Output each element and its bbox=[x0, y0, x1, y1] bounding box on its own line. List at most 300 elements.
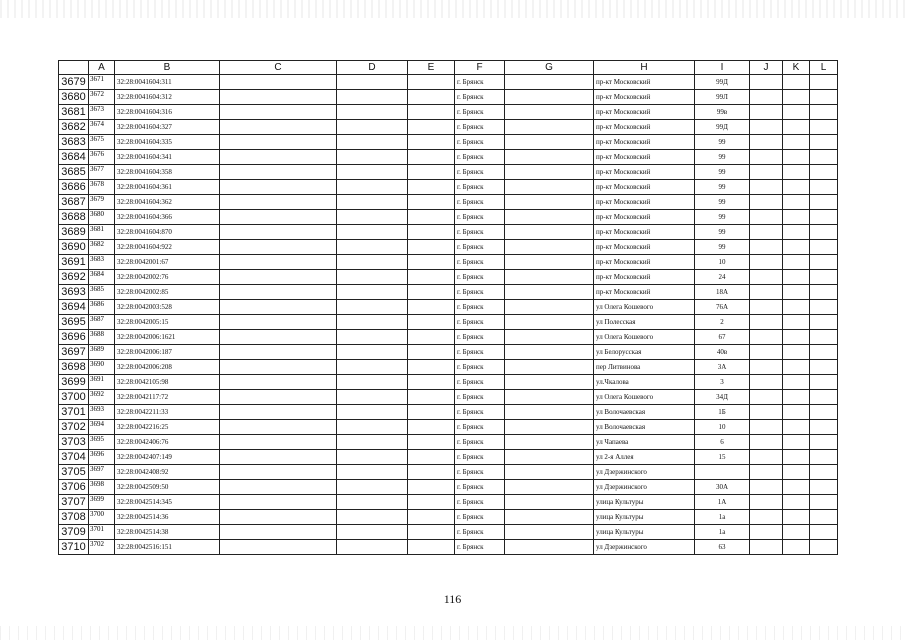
cell-j[interactable] bbox=[750, 450, 783, 465]
cell-e[interactable] bbox=[408, 525, 455, 540]
cell-d[interactable] bbox=[337, 420, 408, 435]
cell-c[interactable] bbox=[220, 360, 337, 375]
cell-c[interactable] bbox=[220, 135, 337, 150]
cell-g[interactable] bbox=[505, 255, 594, 270]
cell-g[interactable] bbox=[505, 210, 594, 225]
cell-g[interactable] bbox=[505, 135, 594, 150]
cell-f[interactable]: г. Брянск bbox=[455, 210, 505, 225]
cell-k[interactable] bbox=[783, 285, 810, 300]
cell-b[interactable]: 32:28:0042006:208 bbox=[115, 360, 220, 375]
row-header[interactable]: 3689 bbox=[59, 225, 89, 240]
row-header[interactable]: 3684 bbox=[59, 150, 89, 165]
cell-e[interactable] bbox=[408, 135, 455, 150]
cell-f[interactable]: г. Брянск bbox=[455, 465, 505, 480]
cell-c[interactable] bbox=[220, 195, 337, 210]
cell-k[interactable] bbox=[783, 315, 810, 330]
cell-d[interactable] bbox=[337, 315, 408, 330]
cell-h[interactable]: пр-кт Московский bbox=[594, 285, 695, 300]
cell-h[interactable]: пр-кт Московский bbox=[594, 240, 695, 255]
cell-e[interactable] bbox=[408, 360, 455, 375]
cell-l[interactable] bbox=[810, 300, 838, 315]
cell-i[interactable]: 2 bbox=[695, 315, 750, 330]
cell-k[interactable] bbox=[783, 405, 810, 420]
cell-h[interactable]: пр-кт Московский bbox=[594, 225, 695, 240]
cell-a[interactable]: 3672 bbox=[89, 90, 115, 105]
cell-h[interactable]: пр-кт Московский bbox=[594, 90, 695, 105]
cell-b[interactable]: 32:28:0042516:151 bbox=[115, 540, 220, 555]
cell-a[interactable]: 3679 bbox=[89, 195, 115, 210]
cell-g[interactable] bbox=[505, 360, 594, 375]
cell-l[interactable] bbox=[810, 480, 838, 495]
cell-b[interactable]: 32:28:0042105:98 bbox=[115, 375, 220, 390]
cell-k[interactable] bbox=[783, 150, 810, 165]
cell-e[interactable] bbox=[408, 165, 455, 180]
row-header[interactable]: 3690 bbox=[59, 240, 89, 255]
cell-f[interactable]: г. Брянск bbox=[455, 180, 505, 195]
cell-d[interactable] bbox=[337, 180, 408, 195]
cell-b[interactable]: 32:28:0042407:149 bbox=[115, 450, 220, 465]
cell-l[interactable] bbox=[810, 360, 838, 375]
cell-i[interactable]: 99Л bbox=[695, 90, 750, 105]
cell-l[interactable] bbox=[810, 450, 838, 465]
cell-g[interactable] bbox=[505, 195, 594, 210]
cell-l[interactable] bbox=[810, 285, 838, 300]
cell-f[interactable]: г. Брянск bbox=[455, 75, 505, 90]
cell-h[interactable]: ул 2-я Аллея bbox=[594, 450, 695, 465]
cell-b[interactable]: 32:28:0041604:361 bbox=[115, 180, 220, 195]
cell-i[interactable]: 76А bbox=[695, 300, 750, 315]
cell-k[interactable] bbox=[783, 105, 810, 120]
cell-k[interactable] bbox=[783, 345, 810, 360]
cell-d[interactable] bbox=[337, 135, 408, 150]
cell-j[interactable] bbox=[750, 330, 783, 345]
cell-e[interactable] bbox=[408, 195, 455, 210]
cell-c[interactable] bbox=[220, 405, 337, 420]
cell-l[interactable] bbox=[810, 420, 838, 435]
cell-j[interactable] bbox=[750, 315, 783, 330]
cell-b[interactable]: 32:28:0041604:870 bbox=[115, 225, 220, 240]
cell-c[interactable] bbox=[220, 420, 337, 435]
cell-c[interactable] bbox=[220, 165, 337, 180]
cell-d[interactable] bbox=[337, 495, 408, 510]
cell-a[interactable]: 3700 bbox=[89, 510, 115, 525]
cell-d[interactable] bbox=[337, 480, 408, 495]
row-header[interactable]: 3682 bbox=[59, 120, 89, 135]
cell-i[interactable]: 24 bbox=[695, 270, 750, 285]
cell-g[interactable] bbox=[505, 450, 594, 465]
cell-d[interactable] bbox=[337, 525, 408, 540]
cell-l[interactable] bbox=[810, 210, 838, 225]
cell-l[interactable] bbox=[810, 495, 838, 510]
cell-e[interactable] bbox=[408, 240, 455, 255]
cell-e[interactable] bbox=[408, 285, 455, 300]
cell-f[interactable]: г. Брянск bbox=[455, 450, 505, 465]
cell-f[interactable]: г. Брянск bbox=[455, 285, 505, 300]
cell-h[interactable]: улица Культуры bbox=[594, 495, 695, 510]
cell-j[interactable] bbox=[750, 270, 783, 285]
cell-j[interactable] bbox=[750, 465, 783, 480]
cell-g[interactable] bbox=[505, 300, 594, 315]
cell-g[interactable] bbox=[505, 270, 594, 285]
cell-b[interactable]: 32:28:0042117:72 bbox=[115, 390, 220, 405]
cell-h[interactable]: пр-кт Московский bbox=[594, 180, 695, 195]
cell-d[interactable] bbox=[337, 390, 408, 405]
cell-c[interactable] bbox=[220, 480, 337, 495]
cell-f[interactable]: г. Брянск bbox=[455, 165, 505, 180]
cell-c[interactable] bbox=[220, 225, 337, 240]
cell-c[interactable] bbox=[220, 300, 337, 315]
cell-c[interactable] bbox=[220, 105, 337, 120]
cell-k[interactable] bbox=[783, 450, 810, 465]
cell-g[interactable] bbox=[505, 510, 594, 525]
cell-i[interactable]: 99 bbox=[695, 210, 750, 225]
cell-k[interactable] bbox=[783, 540, 810, 555]
cell-f[interactable]: г. Брянск bbox=[455, 375, 505, 390]
row-header[interactable]: 3691 bbox=[59, 255, 89, 270]
cell-l[interactable] bbox=[810, 510, 838, 525]
cell-f[interactable]: г. Брянск bbox=[455, 315, 505, 330]
cell-d[interactable] bbox=[337, 165, 408, 180]
cell-h[interactable]: пер Литвинова bbox=[594, 360, 695, 375]
cell-c[interactable] bbox=[220, 435, 337, 450]
cell-k[interactable] bbox=[783, 390, 810, 405]
cell-h[interactable]: ул Волочаевская bbox=[594, 420, 695, 435]
cell-a[interactable]: 3674 bbox=[89, 120, 115, 135]
cell-c[interactable] bbox=[220, 180, 337, 195]
column-header-h[interactable]: H bbox=[594, 61, 695, 75]
cell-h[interactable]: улица Культуры bbox=[594, 510, 695, 525]
cell-k[interactable] bbox=[783, 435, 810, 450]
cell-j[interactable] bbox=[750, 105, 783, 120]
cell-e[interactable] bbox=[408, 405, 455, 420]
cell-f[interactable]: г. Брянск bbox=[455, 105, 505, 120]
column-header-c[interactable]: C bbox=[220, 61, 337, 75]
cell-d[interactable] bbox=[337, 90, 408, 105]
cell-d[interactable] bbox=[337, 510, 408, 525]
cell-b[interactable]: 32:28:0042001:67 bbox=[115, 255, 220, 270]
cell-e[interactable] bbox=[408, 495, 455, 510]
cell-k[interactable] bbox=[783, 420, 810, 435]
cell-c[interactable] bbox=[220, 150, 337, 165]
cell-l[interactable] bbox=[810, 75, 838, 90]
cell-f[interactable]: г. Брянск bbox=[455, 390, 505, 405]
row-header[interactable]: 3700 bbox=[59, 390, 89, 405]
column-header-k[interactable]: K bbox=[783, 61, 810, 75]
cell-i[interactable]: 3 bbox=[695, 375, 750, 390]
cell-l[interactable] bbox=[810, 435, 838, 450]
cell-i[interactable]: 6 bbox=[695, 435, 750, 450]
column-header-b[interactable]: B bbox=[115, 61, 220, 75]
cell-e[interactable] bbox=[408, 180, 455, 195]
cell-c[interactable] bbox=[220, 390, 337, 405]
cell-g[interactable] bbox=[505, 90, 594, 105]
cell-c[interactable] bbox=[220, 495, 337, 510]
cell-d[interactable] bbox=[337, 375, 408, 390]
cell-l[interactable] bbox=[810, 180, 838, 195]
cell-j[interactable] bbox=[750, 375, 783, 390]
cell-b[interactable]: 32:28:0042406:76 bbox=[115, 435, 220, 450]
cell-f[interactable]: г. Брянск bbox=[455, 225, 505, 240]
cell-j[interactable] bbox=[750, 195, 783, 210]
cell-c[interactable] bbox=[220, 450, 337, 465]
cell-i[interactable]: 99 bbox=[695, 180, 750, 195]
cell-f[interactable]: г. Брянск bbox=[455, 345, 505, 360]
cell-a[interactable]: 3702 bbox=[89, 540, 115, 555]
cell-g[interactable] bbox=[505, 315, 594, 330]
cell-i[interactable]: 99Д bbox=[695, 75, 750, 90]
column-header-d[interactable]: D bbox=[337, 61, 408, 75]
cell-h[interactable]: пр-кт Московский bbox=[594, 195, 695, 210]
cell-c[interactable] bbox=[220, 75, 337, 90]
row-header[interactable]: 3679 bbox=[59, 75, 89, 90]
cell-a[interactable]: 3686 bbox=[89, 300, 115, 315]
cell-i[interactable]: 99 bbox=[695, 225, 750, 240]
cell-l[interactable] bbox=[810, 390, 838, 405]
cell-a[interactable]: 3685 bbox=[89, 285, 115, 300]
cell-g[interactable] bbox=[505, 150, 594, 165]
cell-i[interactable]: 1а bbox=[695, 525, 750, 540]
cell-b[interactable]: 32:28:0042002:85 bbox=[115, 285, 220, 300]
cell-c[interactable] bbox=[220, 345, 337, 360]
row-header[interactable]: 3685 bbox=[59, 165, 89, 180]
cell-l[interactable] bbox=[810, 540, 838, 555]
cell-h[interactable]: ул Дзержинского bbox=[594, 480, 695, 495]
cell-g[interactable] bbox=[505, 405, 594, 420]
cell-f[interactable]: г. Брянск bbox=[455, 330, 505, 345]
row-header[interactable]: 3702 bbox=[59, 420, 89, 435]
cell-h[interactable]: ул Олега Кошевого bbox=[594, 300, 695, 315]
cell-c[interactable] bbox=[220, 510, 337, 525]
cell-i[interactable]: 99Д bbox=[695, 120, 750, 135]
cell-b[interactable]: 32:28:0041604:366 bbox=[115, 210, 220, 225]
cell-g[interactable] bbox=[505, 240, 594, 255]
cell-a[interactable]: 3697 bbox=[89, 465, 115, 480]
cell-h[interactable]: пр-кт Московский bbox=[594, 150, 695, 165]
cell-a[interactable]: 3692 bbox=[89, 390, 115, 405]
cell-f[interactable]: г. Брянск bbox=[455, 510, 505, 525]
cell-f[interactable]: г. Брянск bbox=[455, 495, 505, 510]
cell-h[interactable]: пр-кт Московский bbox=[594, 255, 695, 270]
cell-l[interactable] bbox=[810, 345, 838, 360]
cell-i[interactable]: 99 bbox=[695, 240, 750, 255]
cell-j[interactable] bbox=[750, 90, 783, 105]
cell-h[interactable]: пр-кт Московский bbox=[594, 120, 695, 135]
cell-i[interactable]: 67 bbox=[695, 330, 750, 345]
cell-k[interactable] bbox=[783, 165, 810, 180]
cell-g[interactable] bbox=[505, 480, 594, 495]
cell-l[interactable] bbox=[810, 150, 838, 165]
cell-l[interactable] bbox=[810, 120, 838, 135]
cell-j[interactable] bbox=[750, 435, 783, 450]
cell-j[interactable] bbox=[750, 345, 783, 360]
column-header-a[interactable]: A bbox=[89, 61, 115, 75]
cell-c[interactable] bbox=[220, 255, 337, 270]
row-header[interactable]: 3687 bbox=[59, 195, 89, 210]
cell-e[interactable] bbox=[408, 255, 455, 270]
cell-j[interactable] bbox=[750, 495, 783, 510]
cell-j[interactable] bbox=[750, 150, 783, 165]
cell-e[interactable] bbox=[408, 150, 455, 165]
cell-f[interactable]: г. Брянск bbox=[455, 135, 505, 150]
row-header[interactable]: 3706 bbox=[59, 480, 89, 495]
cell-i[interactable]: 99 bbox=[695, 195, 750, 210]
cell-i[interactable]: 34Д bbox=[695, 390, 750, 405]
cell-f[interactable]: г. Брянск bbox=[455, 270, 505, 285]
cell-e[interactable] bbox=[408, 390, 455, 405]
cell-f[interactable]: г. Брянск bbox=[455, 255, 505, 270]
cell-j[interactable] bbox=[750, 225, 783, 240]
cell-g[interactable] bbox=[505, 180, 594, 195]
cell-g[interactable] bbox=[505, 105, 594, 120]
cell-c[interactable] bbox=[220, 285, 337, 300]
cell-d[interactable] bbox=[337, 540, 408, 555]
cell-k[interactable] bbox=[783, 90, 810, 105]
column-header-f[interactable]: F bbox=[455, 61, 505, 75]
cell-c[interactable] bbox=[220, 375, 337, 390]
cell-e[interactable] bbox=[408, 210, 455, 225]
cell-l[interactable] bbox=[810, 105, 838, 120]
column-header-e[interactable]: E bbox=[408, 61, 455, 75]
row-header[interactable]: 3683 bbox=[59, 135, 89, 150]
cell-a[interactable]: 3691 bbox=[89, 375, 115, 390]
cell-g[interactable] bbox=[505, 525, 594, 540]
cell-k[interactable] bbox=[783, 225, 810, 240]
cell-h[interactable]: пр-кт Московский bbox=[594, 270, 695, 285]
cell-l[interactable] bbox=[810, 165, 838, 180]
cell-d[interactable] bbox=[337, 120, 408, 135]
cell-e[interactable] bbox=[408, 480, 455, 495]
cell-a[interactable]: 3690 bbox=[89, 360, 115, 375]
cell-b[interactable]: 32:28:0042514:38 bbox=[115, 525, 220, 540]
cell-f[interactable]: г. Брянск bbox=[455, 120, 505, 135]
cell-c[interactable] bbox=[220, 240, 337, 255]
cell-f[interactable]: г. Брянск bbox=[455, 420, 505, 435]
cell-b[interactable]: 32:28:0041604:327 bbox=[115, 120, 220, 135]
row-header[interactable]: 3686 bbox=[59, 180, 89, 195]
cell-k[interactable] bbox=[783, 240, 810, 255]
cell-d[interactable] bbox=[337, 285, 408, 300]
cell-k[interactable] bbox=[783, 330, 810, 345]
cell-i[interactable]: 15 bbox=[695, 450, 750, 465]
cell-l[interactable] bbox=[810, 225, 838, 240]
cell-g[interactable] bbox=[505, 435, 594, 450]
cell-h[interactable]: ул Белорусская bbox=[594, 345, 695, 360]
cell-j[interactable] bbox=[750, 360, 783, 375]
cell-k[interactable] bbox=[783, 465, 810, 480]
cell-k[interactable] bbox=[783, 480, 810, 495]
cell-e[interactable] bbox=[408, 225, 455, 240]
cell-a[interactable]: 3681 bbox=[89, 225, 115, 240]
cell-f[interactable]: г. Брянск bbox=[455, 405, 505, 420]
cell-l[interactable] bbox=[810, 375, 838, 390]
cell-e[interactable] bbox=[408, 300, 455, 315]
cell-i[interactable]: 1а bbox=[695, 510, 750, 525]
cell-b[interactable]: 32:28:0041604:316 bbox=[115, 105, 220, 120]
cell-c[interactable] bbox=[220, 330, 337, 345]
cell-l[interactable] bbox=[810, 90, 838, 105]
cell-g[interactable] bbox=[505, 330, 594, 345]
cell-l[interactable] bbox=[810, 330, 838, 345]
cell-b[interactable]: 32:28:0042006:1621 bbox=[115, 330, 220, 345]
cell-k[interactable] bbox=[783, 75, 810, 90]
cell-e[interactable] bbox=[408, 540, 455, 555]
cell-b[interactable]: 32:28:0041604:358 bbox=[115, 165, 220, 180]
cell-f[interactable]: г. Брянск bbox=[455, 300, 505, 315]
cell-k[interactable] bbox=[783, 300, 810, 315]
row-header[interactable]: 3701 bbox=[59, 405, 89, 420]
cell-a[interactable]: 3687 bbox=[89, 315, 115, 330]
row-header[interactable]: 3710 bbox=[59, 540, 89, 555]
cell-j[interactable] bbox=[750, 285, 783, 300]
cell-l[interactable] bbox=[810, 465, 838, 480]
cell-h[interactable]: ул Дзержинского bbox=[594, 540, 695, 555]
cell-l[interactable] bbox=[810, 255, 838, 270]
cell-d[interactable] bbox=[337, 450, 408, 465]
row-header[interactable]: 3709 bbox=[59, 525, 89, 540]
cell-a[interactable]: 3676 bbox=[89, 150, 115, 165]
cell-h[interactable]: ул Дзержинского bbox=[594, 465, 695, 480]
cell-h[interactable]: ул Чапаева bbox=[594, 435, 695, 450]
cell-a[interactable]: 3701 bbox=[89, 525, 115, 540]
cell-h[interactable]: улица Культуры bbox=[594, 525, 695, 540]
cell-i[interactable]: 40в bbox=[695, 345, 750, 360]
cell-k[interactable] bbox=[783, 180, 810, 195]
row-header[interactable]: 3692 bbox=[59, 270, 89, 285]
cell-d[interactable] bbox=[337, 300, 408, 315]
cell-b[interactable]: 32:28:0041604:311 bbox=[115, 75, 220, 90]
row-header[interactable]: 3707 bbox=[59, 495, 89, 510]
cell-k[interactable] bbox=[783, 510, 810, 525]
column-header-l[interactable]: L bbox=[810, 61, 838, 75]
cell-f[interactable]: г. Брянск bbox=[455, 240, 505, 255]
row-header[interactable]: 3704 bbox=[59, 450, 89, 465]
cell-h[interactable]: ул Волочаевская bbox=[594, 405, 695, 420]
cell-g[interactable] bbox=[505, 495, 594, 510]
cell-j[interactable] bbox=[750, 540, 783, 555]
cell-k[interactable] bbox=[783, 135, 810, 150]
cell-i[interactable]: 18А bbox=[695, 285, 750, 300]
cell-c[interactable] bbox=[220, 270, 337, 285]
row-header[interactable]: 3699 bbox=[59, 375, 89, 390]
cell-a[interactable]: 3696 bbox=[89, 450, 115, 465]
cell-l[interactable] bbox=[810, 405, 838, 420]
cell-g[interactable] bbox=[505, 420, 594, 435]
cell-a[interactable]: 3683 bbox=[89, 255, 115, 270]
column-header-i[interactable]: I bbox=[695, 61, 750, 75]
cell-g[interactable] bbox=[505, 465, 594, 480]
cell-k[interactable] bbox=[783, 255, 810, 270]
cell-i[interactable]: 3А bbox=[695, 360, 750, 375]
cell-d[interactable] bbox=[337, 255, 408, 270]
cell-g[interactable] bbox=[505, 285, 594, 300]
cell-k[interactable] bbox=[783, 195, 810, 210]
cell-f[interactable]: г. Брянск bbox=[455, 360, 505, 375]
column-header-j[interactable]: J bbox=[750, 61, 783, 75]
cell-k[interactable] bbox=[783, 270, 810, 285]
cell-h[interactable]: пр-кт Московский bbox=[594, 135, 695, 150]
cell-j[interactable] bbox=[750, 480, 783, 495]
cell-g[interactable] bbox=[505, 540, 594, 555]
cell-g[interactable] bbox=[505, 375, 594, 390]
cell-i[interactable]: 1Б bbox=[695, 405, 750, 420]
cell-b[interactable]: 32:28:0042514:36 bbox=[115, 510, 220, 525]
row-header[interactable]: 3705 bbox=[59, 465, 89, 480]
cell-k[interactable] bbox=[783, 360, 810, 375]
cell-e[interactable] bbox=[408, 330, 455, 345]
cell-h[interactable]: пр-кт Московский bbox=[594, 165, 695, 180]
cell-b[interactable]: 32:28:0042211:33 bbox=[115, 405, 220, 420]
cell-i[interactable]: 99в bbox=[695, 105, 750, 120]
